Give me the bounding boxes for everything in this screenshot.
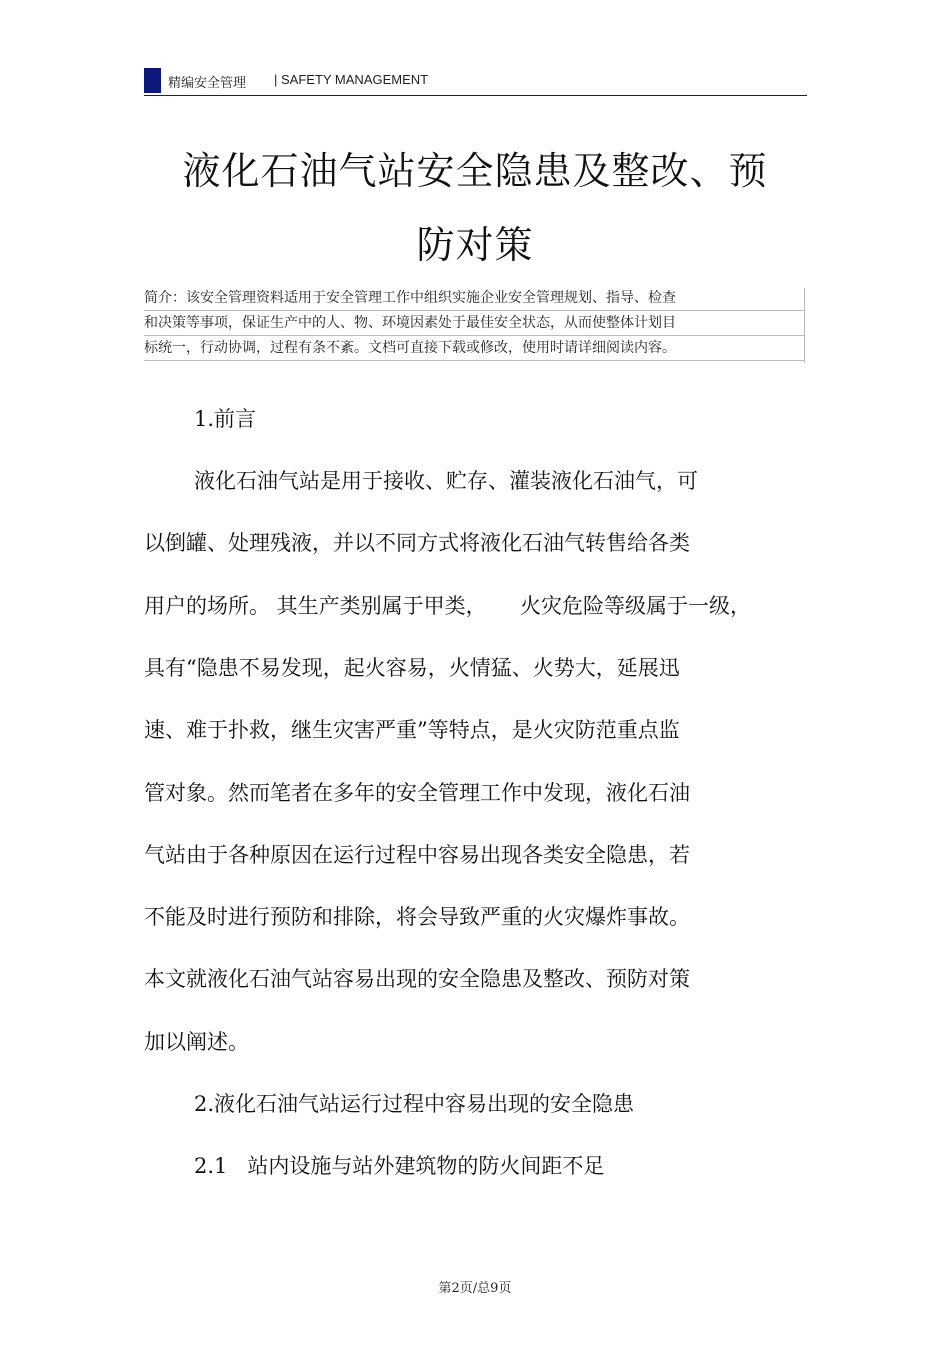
paragraph-line: 具有“隐患不易发现，起火容易，火情猛、火势大，延展迅 (144, 656, 680, 680)
page-header (144, 66, 807, 96)
document-title-line-1: 液化石油气站安全隐患及整改、预 (182, 149, 768, 193)
document-title-line-2: 防对策 (416, 223, 534, 267)
paragraph-line: 管对象。然而笔者在多年的安全管理工作中发现，液化石油 (144, 781, 690, 805)
brand-subtitle: | SAFETY MANAGEMENT (274, 72, 429, 87)
page-number: 第2页/总9页 (438, 1281, 512, 1296)
section-heading-2: 2.液化石油气站运行过程中容易出现的安全隐患 (194, 1092, 635, 1116)
paragraph-line: 液化石油气站是用于接收、贮存、灌装液化石油气，可 (194, 469, 698, 493)
section-heading-2-1: 2.1 站内设施与站外建筑物的防火间距不足 (194, 1154, 605, 1178)
section-heading-1: 1.前言 (194, 407, 257, 431)
summary-line: 和决策等事项，保证生产中的人、物、环境因素处于最佳安全状态，从而使整体计划目 (144, 313, 804, 336)
logo-icon (144, 68, 161, 93)
paragraph-line: 以倒罐、处理残液，并以不同方式将液化石油气转售给各类 (144, 531, 690, 555)
brand-name: 精编安全管理 (168, 76, 247, 91)
paragraph-line: 用户的场所。 其生产类别属于甲类， 火灾危险等级属于一级， (144, 594, 752, 618)
summary-line: 标统一，行动协调，过程有条不紊。文档可直接下载或修改，使用时请详细阅读内容。 (144, 338, 804, 361)
paragraph-line: 本文就液化石油气站容易出现的安全隐患及整改、预防对策 (144, 967, 690, 991)
paragraph-line: 速、难于扑救，继生灾害严重”等特点，是火灾防范重点监 (144, 718, 680, 742)
paragraph-line: 不能及时进行预防和排除，将会导致严重的火灾爆炸事故。 (144, 905, 690, 929)
summary-line: 简介：该安全管理资料适用于安全管理工作中组织实施企业安全管理规划、指导、检查 (144, 288, 804, 311)
paragraph-line: 加以阐述。 (144, 1030, 249, 1054)
paragraph-line: 气站由于各种原因在运行过程中容易出现各类安全隐患，若 (144, 843, 690, 867)
summary-box (144, 288, 805, 363)
